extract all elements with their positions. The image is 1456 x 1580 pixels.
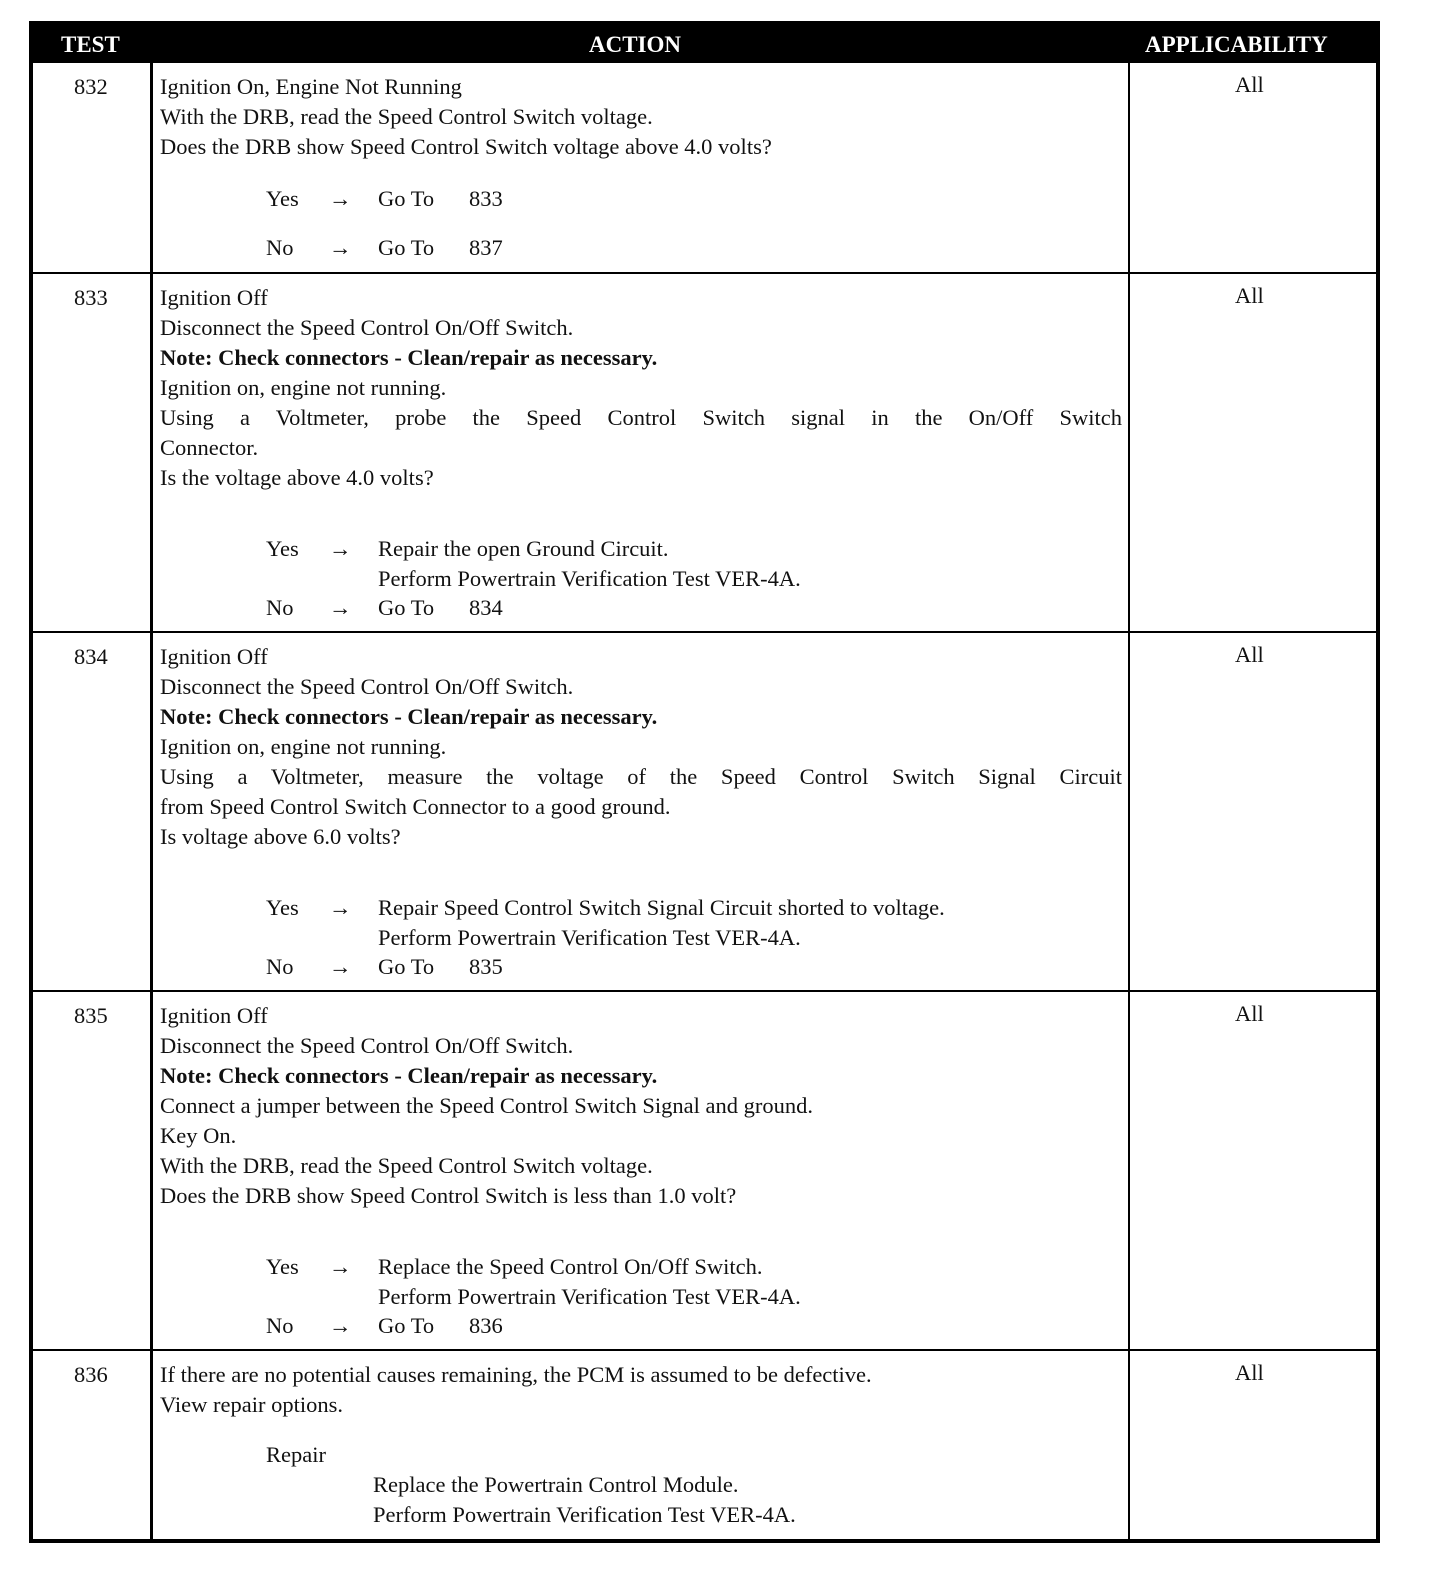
applicability-value: All bbox=[1235, 642, 1264, 667]
table-row bbox=[33, 63, 1376, 272]
repair-action: Replace the Powertrain Control Module. bbox=[373, 1472, 739, 1497]
action-line: Ignition Off bbox=[160, 644, 268, 669]
test-number: 834 bbox=[74, 644, 108, 669]
action-line: Does the DRB show Speed Control Switch voltage above 4.0 volts? bbox=[160, 134, 772, 159]
result-action: Perform Powertrain Verification Test VER-4A. bbox=[378, 1284, 801, 1309]
test-number: 833 bbox=[74, 285, 108, 310]
action-line: Using a Voltmeter, measure the voltage of the Speed Control Switch Signal Circuit bbox=[160, 764, 1122, 789]
result-label: No bbox=[266, 235, 294, 260]
goto-text: Go To bbox=[378, 235, 435, 260]
action-line: Ignition on, engine not running. bbox=[160, 734, 447, 759]
action-line: Disconnect the Speed Control On/Off Switch. bbox=[160, 674, 574, 699]
result-label: Yes bbox=[266, 186, 299, 211]
test-number: 832 bbox=[74, 74, 108, 99]
result-label: Yes bbox=[266, 1254, 299, 1279]
goto-target: 833 bbox=[469, 186, 503, 211]
applicability-value: All bbox=[1235, 283, 1264, 308]
action-line: Connector. bbox=[160, 435, 259, 460]
header-action: ACTION bbox=[589, 32, 682, 57]
note-line: Note: Check connectors - Clean/repair as necessary. bbox=[160, 704, 658, 729]
result-action: Repair the open Ground Circuit. bbox=[378, 536, 669, 561]
arrow-icon: → bbox=[329, 595, 352, 620]
arrow-icon: → bbox=[329, 235, 352, 260]
goto-text: Go To bbox=[378, 186, 435, 211]
action-line: View repair options. bbox=[160, 1392, 343, 1417]
result-action: Perform Powertrain Verification Test VER-4A. bbox=[378, 566, 801, 591]
action-line: Using a Voltmeter, probe the Speed Control Switch signal in the On/Off Switch bbox=[160, 405, 1122, 430]
result-label: No bbox=[266, 595, 294, 620]
goto-target: 834 bbox=[469, 595, 503, 620]
action-text bbox=[160, 1001, 1122, 1211]
action-line: Ignition Off bbox=[160, 285, 268, 310]
action-line: from Speed Control Switch Connector to a good ground. bbox=[160, 794, 671, 819]
action-line: With the DRB, read the Speed Control Switch voltage. bbox=[160, 104, 653, 129]
repair-action: Perform Powertrain Verification Test VER-4A. bbox=[373, 1502, 796, 1527]
result-action: Perform Powertrain Verification Test VER-4A. bbox=[378, 925, 801, 950]
action-line: Is the voltage above 4.0 volts? bbox=[160, 465, 434, 490]
result-label: Yes bbox=[266, 536, 299, 561]
action-text bbox=[160, 72, 1122, 162]
table-header bbox=[33, 25, 1376, 63]
goto-text: Go To bbox=[378, 954, 435, 979]
header-applicability: APPLICABILITY bbox=[1145, 32, 1328, 57]
arrow-icon: → bbox=[329, 186, 352, 211]
goto-target: 836 bbox=[469, 1313, 503, 1338]
result-label: No bbox=[266, 1313, 294, 1338]
action-line: Ignition on, engine not running. bbox=[160, 375, 447, 400]
arrow-icon: → bbox=[329, 1313, 352, 1338]
repair-label: Repair bbox=[266, 1442, 326, 1467]
result-label: No bbox=[266, 954, 294, 979]
arrow-icon: → bbox=[329, 536, 352, 561]
table-row bbox=[33, 992, 1376, 1349]
result-action: Replace the Speed Control On/Off Switch. bbox=[378, 1254, 763, 1279]
action-text bbox=[160, 642, 1122, 852]
table-row bbox=[33, 633, 1376, 990]
action-line: Connect a jumper between the Speed Control Switch Signal and ground. bbox=[160, 1093, 813, 1118]
action-line: Does the DRB show Speed Control Switch is less than 1.0 volt? bbox=[160, 1183, 737, 1208]
result-action: Repair Speed Control Switch Signal Circuit shorted to voltage. bbox=[378, 895, 945, 920]
action-line: Disconnect the Speed Control On/Off Switch. bbox=[160, 1033, 574, 1058]
table-row bbox=[33, 274, 1376, 631]
arrow-icon: → bbox=[329, 954, 352, 979]
applicability-value: All bbox=[1235, 1001, 1264, 1026]
applicability-value: All bbox=[1235, 1360, 1264, 1385]
action-line: If there are no potential causes remaining, the PCM is assumed to be defective. bbox=[160, 1362, 872, 1387]
action-line: Disconnect the Speed Control On/Off Switch. bbox=[160, 315, 574, 340]
result-label: Yes bbox=[266, 895, 299, 920]
diagnostic-table bbox=[29, 21, 1380, 1543]
goto-text: Go To bbox=[378, 595, 435, 620]
arrow-icon: → bbox=[329, 895, 352, 920]
goto-target: 837 bbox=[469, 235, 503, 260]
action-line: Ignition On, Engine Not Running bbox=[160, 74, 462, 99]
test-number: 835 bbox=[74, 1003, 108, 1028]
goto-text: Go To bbox=[378, 1313, 435, 1338]
applicability-value: All bbox=[1235, 72, 1264, 97]
table-row bbox=[33, 1351, 1376, 1539]
note-line: Note: Check connectors - Clean/repair as necessary. bbox=[160, 345, 658, 370]
goto-target: 835 bbox=[469, 954, 503, 979]
header-test: TEST bbox=[61, 32, 120, 57]
action-line: With the DRB, read the Speed Control Switch voltage. bbox=[160, 1153, 653, 1178]
arrow-icon: → bbox=[329, 1254, 352, 1279]
action-text bbox=[160, 283, 1122, 493]
action-line: Ignition Off bbox=[160, 1003, 268, 1028]
action-text bbox=[160, 1360, 1122, 1420]
note-line: Note: Check connectors - Clean/repair as necessary. bbox=[160, 1063, 658, 1088]
action-line: Is voltage above 6.0 volts? bbox=[160, 824, 401, 849]
action-line: Key On. bbox=[160, 1123, 237, 1148]
test-number: 836 bbox=[74, 1362, 108, 1387]
